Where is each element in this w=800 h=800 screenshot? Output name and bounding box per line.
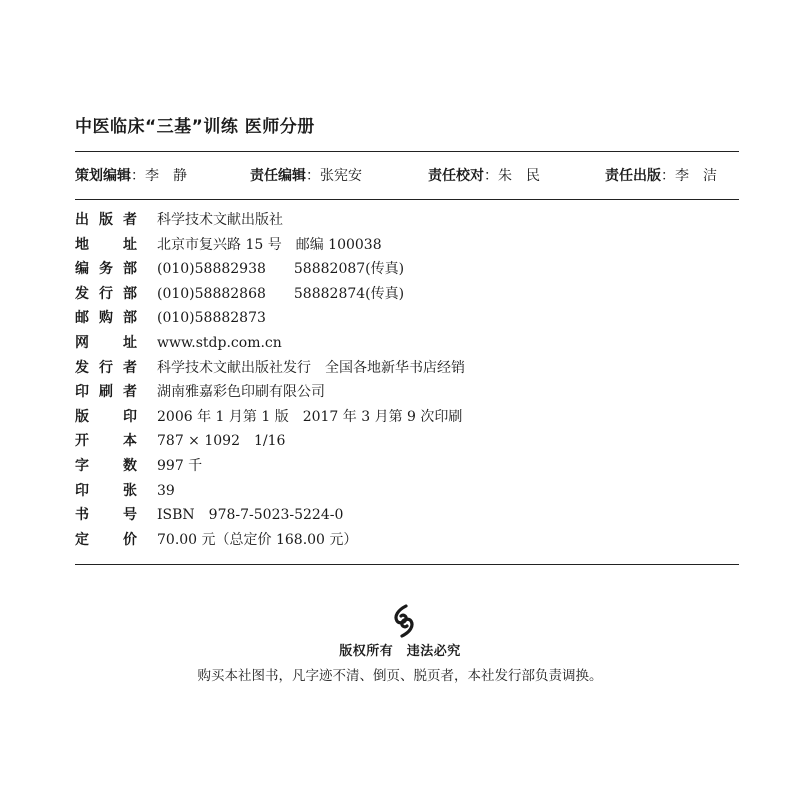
info-label: 定价 — [75, 531, 137, 548]
info-row-isbn — [75, 505, 739, 530]
replacement-notice: 购买本社图书，凡字迹不清、倒页、脱页者，本社发行部负责调换。 — [197, 668, 603, 684]
info-row-edition — [75, 407, 739, 432]
info-row-address — [75, 235, 739, 260]
info-value: (010)58882873 — [157, 310, 266, 327]
info-label: 版印 — [75, 408, 137, 425]
editor-role: 策划编辑 — [75, 168, 131, 184]
publication-info-list — [75, 210, 739, 554]
editor-role: 责任编辑 — [250, 168, 306, 184]
production-editor: 责任出版：李 洁 — [605, 168, 717, 184]
info-label: 开本 — [75, 433, 137, 450]
info-label: 发行者 — [75, 359, 137, 376]
info-label: 印张 — [75, 482, 137, 499]
info-value: ISBN 978-7-5023-5224-0 — [157, 507, 344, 524]
editor-credits — [75, 165, 739, 187]
bottom-divider — [75, 564, 739, 565]
copyright-notice: 版权所有 违法必究 — [339, 644, 461, 659]
info-value: www.stdp.com.cn — [157, 334, 282, 351]
info-row-publisher — [75, 210, 739, 235]
editor-name: 李 静 — [145, 168, 187, 184]
info-row-word-count — [75, 456, 739, 481]
info-row-printed-sheets — [75, 481, 739, 506]
middle-divider — [75, 199, 739, 200]
info-row-format — [75, 431, 739, 456]
info-value: 2006 年 1 月第 1 版 2017 年 3 月第 9 次印刷 — [157, 408, 463, 425]
info-label: 印刷者 — [75, 384, 137, 401]
editor-role: 责任出版 — [605, 168, 661, 184]
info-value: (010)58882868 58882874(传真) — [157, 285, 405, 302]
info-row-distributor — [75, 358, 739, 383]
info-label: 书号 — [75, 507, 137, 524]
info-row-editorial-office — [75, 259, 739, 284]
info-value: 湖南雅嘉彩色印刷有限公司 — [157, 384, 325, 401]
info-row-price — [75, 530, 739, 555]
info-value: 科学技术文献出版社发行 全国各地新华书店经销 — [157, 359, 465, 376]
editor-name: 张宪安 — [320, 168, 362, 184]
info-value: 北京市复兴路 15 号 邮编 100038 — [157, 236, 382, 253]
info-value: (010)58882938 58882087(传真) — [157, 261, 405, 278]
proofreader: 责任校对：朱 民 — [428, 168, 540, 184]
info-row-distribution-dept — [75, 284, 739, 309]
info-value: 787 × 1092 1/16 — [157, 433, 286, 450]
info-value: 70.00 元（总定价 168.00 元） — [157, 531, 358, 548]
info-label: 发行部 — [75, 285, 137, 302]
editor-role: 责任校对 — [428, 168, 484, 184]
info-label: 编务部 — [75, 261, 137, 278]
info-row-printer — [75, 382, 739, 407]
info-value: 997 千 — [157, 457, 203, 474]
info-row-website — [75, 333, 739, 358]
info-row-mail-order — [75, 308, 739, 333]
info-label: 地址 — [75, 236, 137, 253]
editor-name: 朱 民 — [498, 168, 540, 184]
top-divider — [75, 151, 739, 152]
info-label: 出版者 — [75, 212, 137, 228]
info-label: 字数 — [75, 457, 137, 474]
responsible-editor: 责任编辑：张宪安 — [250, 168, 362, 184]
info-label: 网址 — [75, 334, 137, 351]
book-title: 中医临床“三基”训练 医师分册 — [75, 117, 315, 137]
info-value: 39 — [157, 482, 175, 499]
editor-name: 李 洁 — [675, 168, 717, 184]
info-value: 科学技术文献出版社 — [157, 212, 283, 228]
publisher-swirl-logo-icon — [389, 604, 419, 638]
planning-editor: 策划编辑：李 静 — [75, 168, 187, 184]
info-label: 邮购部 — [75, 310, 137, 327]
